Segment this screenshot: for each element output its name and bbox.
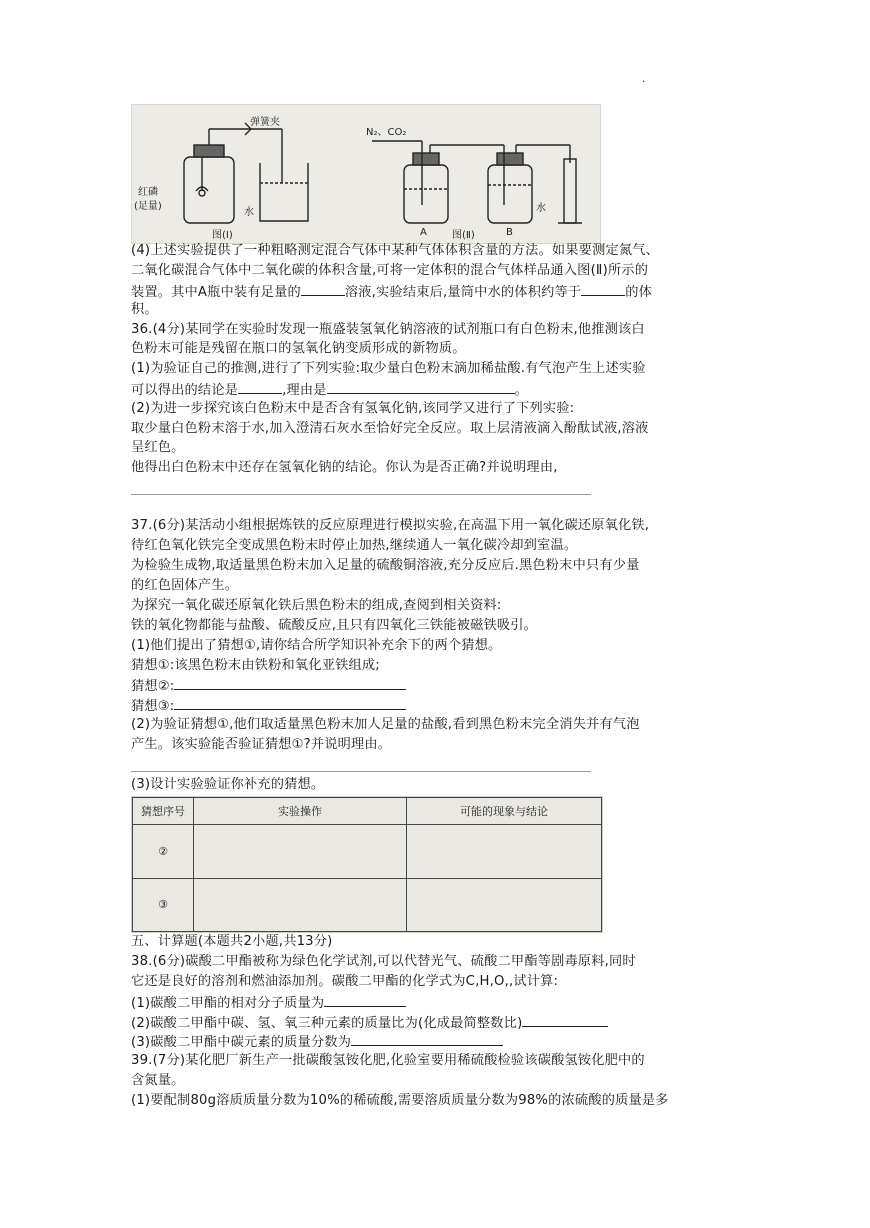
- q35-line-1: (4)上述实验提供了一种粗略测定混合气体中某种气体体积含量的方法。如果要测定氮气、: [131, 243, 660, 258]
- graduated-cylinder: [564, 159, 576, 223]
- q38-line-5: [131, 1032, 503, 1052]
- q38-line-1: 38.(6分)碳酸二甲酯被称为绿色化学试剂,可以代替光气、硫酸二甲酯等剧毒原料,同时: [131, 954, 636, 969]
- q38-line-2: 它还是良好的溶剂和燃油添加剂。碳酸二甲酯的化学式为C,H,O,,试计算:: [131, 974, 559, 989]
- q39-line-2: 含氮量。: [131, 1073, 185, 1088]
- label-phosphorus: 红磷: [138, 187, 158, 198]
- q36-period: 。: [514, 383, 529, 398]
- caption-figure-1: 图(Ⅰ): [212, 230, 233, 241]
- q37-line-9: (2)为验证猜想①,他们取适量黑色粉末加人足量的盐酸,看到黑色粉末完全消失并有气泡: [131, 717, 640, 732]
- table-cell-result-3[interactable]: [407, 878, 602, 932]
- table-row-guess-3: ③: [133, 878, 194, 932]
- q39-line-3: (1)要配制80g溶质质量分数为10%的稀硫酸,需要溶质质量分数为98%的浓硫酸的质量是多: [131, 1093, 669, 1108]
- blank-guess-3[interactable]: [174, 696, 406, 710]
- guess-2-label: 猜想②:: [131, 679, 175, 694]
- stopper-1: [194, 145, 224, 157]
- bottle-a: [404, 165, 448, 223]
- q35-text-b: 溶液,实验结束后,量筒中水的体积约等于: [344, 285, 582, 300]
- q35-line-3: [131, 282, 652, 302]
- q36-conclusion-label: 可以得出的结论是: [131, 383, 239, 398]
- q38-2-label: (2)碳酸二甲酯中碳、氢、氧三种元素的质量比为(化成最简整数比): [131, 1016, 523, 1031]
- section-title-calc: 五、计算题(本题共2小题,共13分): [131, 934, 333, 949]
- q36-line-1: 36.(4分)某同学在实验时发现一瓶盛装氢氧化钠溶液的试剂瓶口有白色粉末,他推测该白: [131, 322, 645, 337]
- blank-conclusion[interactable]: [238, 380, 282, 394]
- q37-line-5: 为探究一氧化碳还原氧化铁后黑色粉末的组成,查阅到相关资料:: [131, 598, 502, 613]
- q36-line-8: 他得出白色粉末中还存在氢氧化钠的结论。你认为是否正确?并说明理由,: [131, 460, 558, 475]
- bottle-b: [488, 165, 532, 223]
- label-clip: 弹簧夹: [250, 117, 280, 128]
- page-mark: .: [642, 74, 646, 85]
- table-header-operation: 实验操作: [194, 798, 407, 825]
- q36-line-4: [131, 380, 528, 400]
- table-cell-result-2[interactable]: [407, 825, 602, 879]
- blank-volume[interactable]: [581, 282, 625, 296]
- q37-line-8: 猜想①:该黑色粉末由铁粉和氧化亚铁组成;: [131, 658, 380, 673]
- table-cell-operation-3[interactable]: [194, 878, 407, 932]
- q37-line-3: 为检验生成物,取适量黑色粉末加入足量的硫酸铜溶液,充分反应后.黑色粉末中只有少量: [131, 558, 640, 573]
- guess-3-label: 猜想③:: [131, 699, 175, 714]
- q35-line-2: 二氧化碳混合气体中二氧化碳的体积含量,可将一定体积的混合气体样品通入图(Ⅱ)所示的: [131, 263, 649, 278]
- answer-line-q36[interactable]: [131, 494, 591, 495]
- blank-solution[interactable]: [301, 282, 345, 296]
- q35-text-a: 装置。其中A瓶中装有足量的: [131, 285, 301, 300]
- apparatus-diagram: [132, 105, 600, 243]
- label-a: A: [420, 227, 427, 238]
- blank-molecular-mass[interactable]: [324, 993, 406, 1007]
- q36-line-7: 呈红色。: [131, 440, 185, 455]
- q37-line-7: (1)他们提出了猜想①,请你结合所学知识补充余下的两个猜想。: [131, 638, 502, 653]
- beaker-1: [260, 163, 308, 221]
- q37-line-10: 产生。该实验能否验证猜想①?并说明理由。: [131, 737, 392, 752]
- blank-mass-ratio[interactable]: [522, 1013, 608, 1027]
- q38-3-label: (3)碳酸二甲酯中碳元素的质量分数为: [131, 1035, 352, 1050]
- q37-line-2: 待红色氧化铁完全变成黑色粉末时停止加热,继续通人一氧化碳冷却到室温。: [131, 538, 578, 553]
- hypothesis-table: [131, 796, 603, 933]
- q37-line-6: 铁的氧化物都能与盐酸、硫酸反应,且只有四氧化三铁能被磁铁吸引。: [131, 618, 538, 633]
- blank-guess-2[interactable]: [174, 676, 406, 690]
- table-header-result: 可能的现象与结论: [407, 798, 602, 825]
- q38-line-4: [131, 1013, 608, 1033]
- answer-line-q37[interactable]: [131, 771, 591, 772]
- caption-figure-2: 图(Ⅱ): [452, 230, 475, 241]
- q37-line-1: 37.(6分)某活动小组根据炼铁的反应原理进行模拟实验,在高温下用一氧化碳还原氧化铁,: [131, 518, 650, 533]
- apparatus-figure: [131, 104, 601, 244]
- table-cell-operation-2[interactable]: [194, 825, 407, 879]
- label-b: B: [506, 227, 513, 238]
- label-water-2: 水: [536, 203, 546, 214]
- q37-line-11: (3)设计实验验证你补充的猜想。: [131, 777, 325, 792]
- table-header-guess: 猜想序号: [133, 798, 194, 825]
- label-water-1: 水: [244, 207, 254, 218]
- q37-line-4: 的红色固体产生。: [131, 578, 239, 593]
- q39-line-1: 39.(7分)某化肥厂新生产一批碳酸氢铵化肥,化验室要用稀硫酸检验该碳酸氢铵化肥中的: [131, 1053, 645, 1068]
- blank-reason[interactable]: [327, 380, 515, 394]
- q36-line-5: (2)为进一步探究该白色粉末中是否含有氢氧化钠,该同学又进行了下列实验:: [131, 401, 575, 416]
- q35-line-4: 积。: [131, 302, 158, 317]
- table-row-guess-2: ②: [133, 825, 194, 879]
- q37-guess-3: [131, 696, 406, 716]
- q38-1-label: (1)碳酸二甲酯的相对分子质量为: [131, 996, 325, 1011]
- q36-line-6: 取少量白色粉末溶于水,加入澄清石灰水至恰好完全反应。取上层清液滴入酚酞试液,溶液: [131, 421, 649, 436]
- q35-text-c: 的体: [625, 285, 653, 300]
- q36-line-3: (1)为验证自己的推测,进行了下列实验:取少量白色粉末滴加稀盐酸.有气泡产生上述实验: [131, 361, 646, 376]
- q36-line-2: 色粉末可能是残留在瓶口的氢氧化钠变质形成的新物质。: [131, 341, 466, 356]
- bottle-1: [184, 157, 234, 223]
- label-gases: N₂、CO₂: [366, 127, 407, 138]
- q36-reason-label: ,理由是: [282, 383, 327, 398]
- blank-carbon-fraction[interactable]: [351, 1032, 503, 1046]
- q38-line-3: [131, 993, 406, 1013]
- q37-guess-2: [131, 676, 406, 696]
- label-phosphorus-amount: (足量): [134, 201, 162, 212]
